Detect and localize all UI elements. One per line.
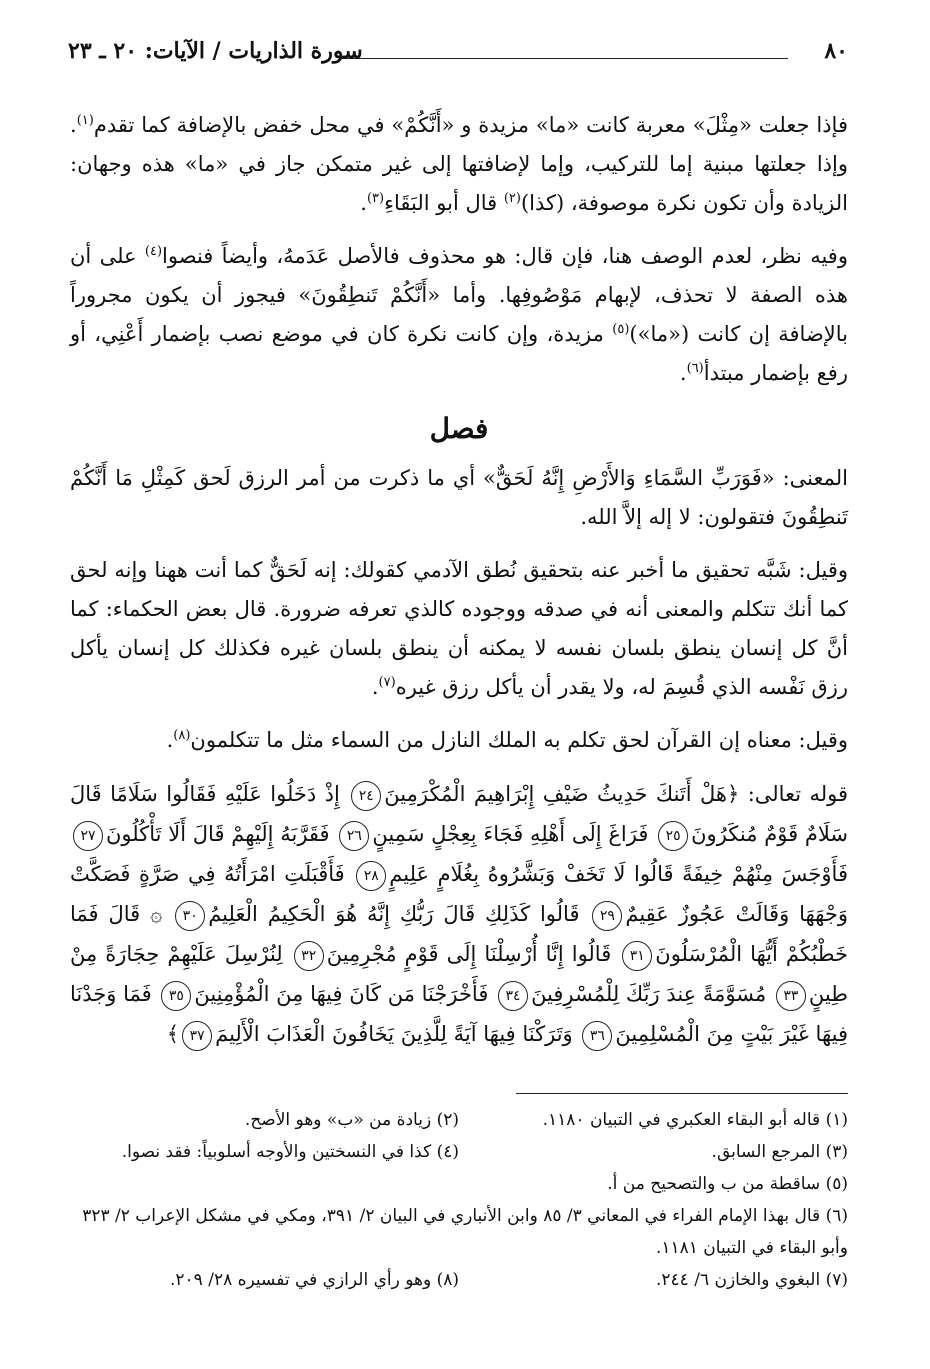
footnote-ref[interactable]: (٦) bbox=[686, 361, 704, 376]
fasl-paragraph-3 bbox=[70, 721, 848, 760]
verse-number-marker: ٣٣ bbox=[776, 981, 806, 1011]
verse-number-marker: ٢٦ bbox=[339, 821, 369, 851]
verse-text: فَقَرَّبَهُ إِلَيْهِمْ قَالَ أَلَا تَأْكُلُونَ bbox=[106, 822, 330, 846]
header-title: سورة الذاريات / الآيات: ٢٠ ـ ٢٣ bbox=[68, 38, 363, 64]
verse-number-marker: ٢٤ bbox=[351, 781, 381, 811]
paragraph-text: . bbox=[371, 675, 379, 699]
verse-text: فَمَا وَجَدْنَا فِيهَا غَيْرَ بَيْتٍ مِنَ الْمُسْلِمِينَ bbox=[70, 982, 848, 1046]
footnote-ref[interactable]: (٣) bbox=[366, 191, 385, 206]
verse-number-marker: ٣٠ bbox=[175, 901, 205, 931]
verse-number-marker: ٣٢ bbox=[294, 941, 324, 971]
footnote-row bbox=[70, 1136, 848, 1168]
footnote-3: (٣) المرجع السابق. bbox=[711, 1142, 848, 1162]
paragraph-1 bbox=[70, 106, 848, 223]
footnote-4: (٤) كذا في النسختين والأوجه أسلوبياً: فقد نصوا. bbox=[121, 1142, 459, 1162]
verse-text: لِنُرْسِلَ عَلَيْهِمْ حِجَارَةً مِنْ طِينٍ bbox=[70, 942, 848, 1006]
footnote-2: (٢) زيادة من «ب» وهو الأصح. bbox=[244, 1110, 459, 1130]
footnote-ref[interactable]: (٢) bbox=[503, 191, 521, 206]
verse-text: قَالُوا إِنَّا أُرْسِلْنَا إِلَى قَوْمٍ مُجْرِمِينَ bbox=[326, 942, 612, 966]
footnote-1: (١) قاله أبو البقاء العكبري في التبيان ١١٨٠. bbox=[542, 1110, 848, 1130]
verse-text: قَالَ فَمَا خَطْبُكُمْ أَيُّهَا الْمُرْسَلُونَ bbox=[70, 902, 848, 966]
paragraph-text: . وإذا جعلتها مبنية إما للتركيب، وإما لإضافتها إلى غير متمكن جاز في «ما» هذه وجهان: الزيادة وأن تكون نكرة موصوفة، (كذا) bbox=[70, 113, 848, 215]
verse-number-marker: ٢٩ bbox=[592, 901, 622, 931]
verse-text: هَلْ أَتَنكَ حَدِيثُ ضَيْفِ إِبْرَاهِيمَ الْمُكْرَمِينَ bbox=[384, 782, 727, 806]
fasl-paragraph-1: المعنى: «فَوَرَبِّ السَّمَاءِ وَالأَرْضِ إِنَّهُ لَحَقٌّ» أي ما ذكرت من أمر الرزق لَحق كَمِثْلِ مَا أَنَّكُمْ تَنطِقُونَ فتقولون: لا إله إلاَّ الله. bbox=[70, 466, 848, 529]
footnote-row bbox=[70, 1264, 848, 1296]
paragraph-2 bbox=[70, 237, 848, 393]
verse-text: فَأَخْرَجْنَا مَن كَانَ فِيهَا مِنَ الْمُؤْمِنِينَ bbox=[194, 982, 489, 1006]
verse-text: إِذْ دَخَلُوا عَلَيْهِ فَقَالُوا سَلَامًا قَالَ سَلَامٌ قَوْمٌ مُنكَرُونَ bbox=[70, 782, 848, 846]
header-rule bbox=[340, 58, 788, 59]
footnote-5: (٥) ساقطة من ب والتصحيح من أ. bbox=[607, 1174, 848, 1194]
main-text bbox=[70, 106, 848, 1054]
paragraph-text: . bbox=[679, 361, 687, 385]
paragraph-text: مزيدة، وإن كانت نكرة كان في موضع نصب بإضمار أَعْنِي، أو رفع بإضمار مبتدأ bbox=[70, 322, 848, 385]
footnote-ref[interactable]: (٨) bbox=[173, 728, 191, 743]
page-number: ٨٠ bbox=[824, 38, 848, 64]
footnote-ref[interactable]: (٥) bbox=[612, 322, 630, 337]
verse-number-marker: ٢٨ bbox=[356, 861, 386, 891]
footnote-ref[interactable]: (٧) bbox=[378, 675, 396, 690]
section-title: فصل bbox=[429, 412, 489, 445]
footnotes bbox=[70, 1104, 848, 1296]
fasl-paragraph-2 bbox=[70, 551, 848, 707]
verse-number-marker: ٣٦ bbox=[582, 1021, 612, 1051]
paragraph-text: قال أبو البَقَاءِ bbox=[384, 191, 504, 215]
footnote-ref[interactable]: (١) bbox=[76, 113, 94, 128]
paragraph-text: وقيل: شَبَّه تحقيق ما أخبر عنه بتحقيق نُطق الآدمي كقولك: إنه لَحَقٌّ كما أنت ههنا وإنه لحق كما أنك تتكلم والمعنى أنه في صدقه ووجوده كالذي تعرفه ضرورة. قال بعض الحكماء: كما أنَّ كل إنسان ينطق بلسان نفسه لا يمكنه أن ينطق بلسان غيره فكذلك كل إنسان يأكل رزق نَفْسه الذي قُسِمَ له، ولا يقدر أن يأكل رزق غيره bbox=[70, 558, 848, 699]
paragraph-text: فإذا جعلت «مِثْلَ» معربة كانت «ما» مزيدة و «أَنَّكُمْ» في محل خفض بالإضافة كما تقدم bbox=[93, 113, 848, 137]
verse-text: فَأَوْجَسَ مِنْهُمْ خِيفَةً قَالُوا لَا تَخَفْ وَبَشَّرُوهُ بِغُلَامٍ عَلِيمٍ bbox=[389, 862, 848, 886]
quran-close: ﴾ bbox=[166, 1022, 180, 1046]
footnote-separator bbox=[516, 1093, 848, 1094]
verse-text: فَرَاغَ إِلَى أَهْلِهِ فَجَاءَ بِعِجْلٍ سَمِينٍ bbox=[372, 822, 649, 846]
verse-text: وَتَرَكْنَا فِيهَا آيَةً لِلَّذِينَ يَخَافُونَ الْعَذَابَ الْأَلِيمَ bbox=[215, 1022, 573, 1046]
footnote-8: (٨) وهو رأي الرازي في تفسيره ٢٨/ ٢٠٩. bbox=[170, 1270, 459, 1290]
quran-passage bbox=[70, 774, 848, 1054]
hizb-separator-icon: ۞ bbox=[150, 902, 163, 926]
paragraph-text: . bbox=[360, 191, 367, 215]
verse-number-marker: ٣٤ bbox=[498, 981, 528, 1011]
paragraph-text: وفيه نظر، لعدم الوصف هنا، فإن قال: هو محذوف فالأصل عَدَمهُ، وأيضاً فنصوا bbox=[162, 244, 848, 268]
quran-intro: قوله تعالى: ﴿ bbox=[727, 782, 849, 806]
verse-text: قَالُوا كَذَلِكِ قَالَ رَبُّكِ إِنَّهُ هُوَ الْحَكِيمُ الْعَلِيمُ bbox=[208, 902, 580, 926]
verse-number-marker: ٣١ bbox=[622, 941, 652, 971]
verse-text: فَأَقْبَلَتِ امْرَأَتُهُ فِي صَرَّةٍ فَصَكَّتْ وَجْهَهَا وَقَالَتْ عَجُوزٌ عَقِيمٌ bbox=[70, 862, 848, 926]
footnote-row bbox=[70, 1104, 848, 1136]
verse-number-marker: ٢٧ bbox=[73, 821, 103, 851]
paragraph-text: وقيل: معناه إن القرآن لحق تكلم به الملك النازل من السماء مثل ما تتكلمون bbox=[190, 728, 848, 752]
paragraph-text: . bbox=[166, 728, 174, 752]
footnote-ref[interactable]: (٤) bbox=[144, 244, 163, 259]
footnote-7: (٧) البغوي والخازن ٦/ ٢٤٤. bbox=[655, 1270, 848, 1290]
footnote-6: (٦) قال بهذا الإمام الفراء في المعاني ٣/ ٨٥ وابن الأنباري في البيان ٢/ ٣٩١، ومكي في مشكل الإعراب ٢/ ٣٢٣ وأبو البقاء في التبيان ١١٨١. bbox=[82, 1206, 848, 1258]
verse-text: مُسَوَّمَةً عِندَ رَبِّكَ لِلْمُسْرِفِينَ bbox=[531, 982, 767, 1006]
verse-number-marker: ٣٧ bbox=[182, 1021, 212, 1051]
running-header bbox=[68, 38, 848, 68]
verse-number-marker: ٢٥ bbox=[658, 821, 688, 851]
verse-number-marker: ٣٥ bbox=[161, 981, 191, 1011]
paragraph-text: على أن هذه الصفة لا تحذف، لإبهام مَوْصُوفِها. وأما «أَنَّكُمْ تَنطِقُونَ» فيجوز أن يكون مجروراً بالإضافة إن كانت («ما») bbox=[70, 244, 848, 346]
